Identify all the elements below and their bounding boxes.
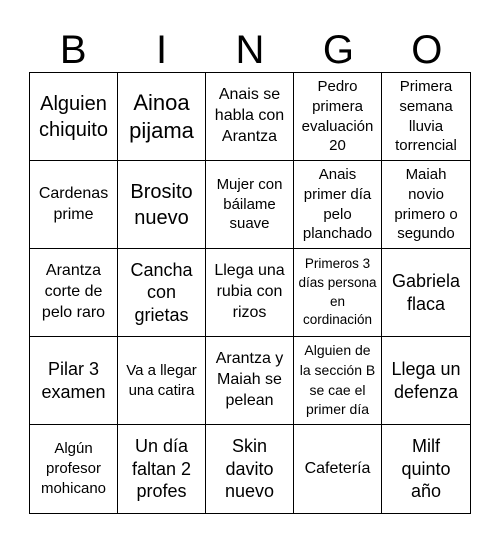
header-letter-b: B [59, 28, 87, 72]
bingo-cell[interactable] [382, 337, 470, 425]
bingo-cell[interactable] [206, 337, 294, 425]
bingo-board [29, 72, 471, 514]
bingo-cell[interactable] [206, 249, 294, 337]
bingo-cell[interactable] [30, 249, 118, 337]
cell-text: Maiah novio primero o segundo [394, 165, 458, 243]
bingo-cell[interactable] [382, 73, 470, 161]
bingo-cell[interactable] [118, 73, 206, 161]
bingo-cell[interactable] [118, 425, 206, 513]
cell-text: Brosito nuevo [130, 180, 193, 229]
cell-text: Un día faltan 2 profes [131, 436, 192, 502]
header-letter-i: I [156, 28, 168, 72]
cell-text: Skin davito nuevo [224, 436, 275, 502]
bingo-cell[interactable] [30, 161, 118, 249]
bingo-cell[interactable] [118, 249, 206, 337]
cell-text: Llega una rubia con rizos [214, 262, 285, 321]
cell-text: Primeros 3 días persona en cordinación [298, 256, 377, 328]
cell-text: Algún profesor mohicano [40, 440, 107, 497]
bingo-cell[interactable] [294, 425, 382, 513]
cell-text: Gabriela flaca [391, 271, 461, 314]
cell-text: Cancha con grietas [130, 259, 193, 325]
cell-text: Cafetería [304, 459, 371, 477]
bingo-cell[interactable] [294, 337, 382, 425]
bingo-cell[interactable] [294, 161, 382, 249]
cell-text: Arantza corte de pelo raro [41, 262, 106, 321]
bingo-cell[interactable] [382, 249, 470, 337]
bingo-cell[interactable] [294, 73, 382, 161]
cell-text: Va a llegar una catira [126, 361, 197, 399]
bingo-header [29, 26, 471, 74]
cell-text: Arantza y Maiah se pelean [215, 350, 284, 409]
cell-text: Pilar 3 examen [41, 359, 106, 402]
header-letter-g: G [322, 28, 354, 72]
bingo-cell[interactable] [118, 161, 206, 249]
cell-text: Primera semana lluvia torrencial [395, 77, 457, 155]
header-letter-n: N [235, 28, 265, 72]
cell-text: Cardenas prime [38, 184, 109, 223]
bingo-cell[interactable] [30, 425, 118, 513]
bingo-cell[interactable] [30, 73, 118, 161]
cell-text: Anais se habla con Arantza [214, 86, 285, 145]
bingo-cell[interactable] [382, 161, 470, 249]
cell-text: Pedro primera evaluación 20 [301, 77, 374, 155]
bingo-cell[interactable] [206, 161, 294, 249]
cell-text: Alguien de la sección B se cae el primer día [299, 342, 376, 418]
bingo-cell[interactable] [206, 425, 294, 513]
cell-text: Milf quinto año [401, 436, 451, 502]
cell-text: Anais primer día pelo planchado [302, 165, 373, 243]
bingo-cell[interactable] [382, 425, 470, 513]
cell-text: Alguien chiquito [39, 92, 108, 141]
bingo-cell[interactable] [206, 73, 294, 161]
cell-text: Ainoa pijama [129, 90, 194, 143]
bingo-cell[interactable] [118, 337, 206, 425]
bingo-cell[interactable] [30, 337, 118, 425]
cell-text: Llega un defenza [391, 359, 461, 402]
header-letter-o: O [411, 28, 443, 72]
bingo-cell[interactable] [294, 249, 382, 337]
cell-text: Mujer con báilame suave [216, 175, 283, 233]
